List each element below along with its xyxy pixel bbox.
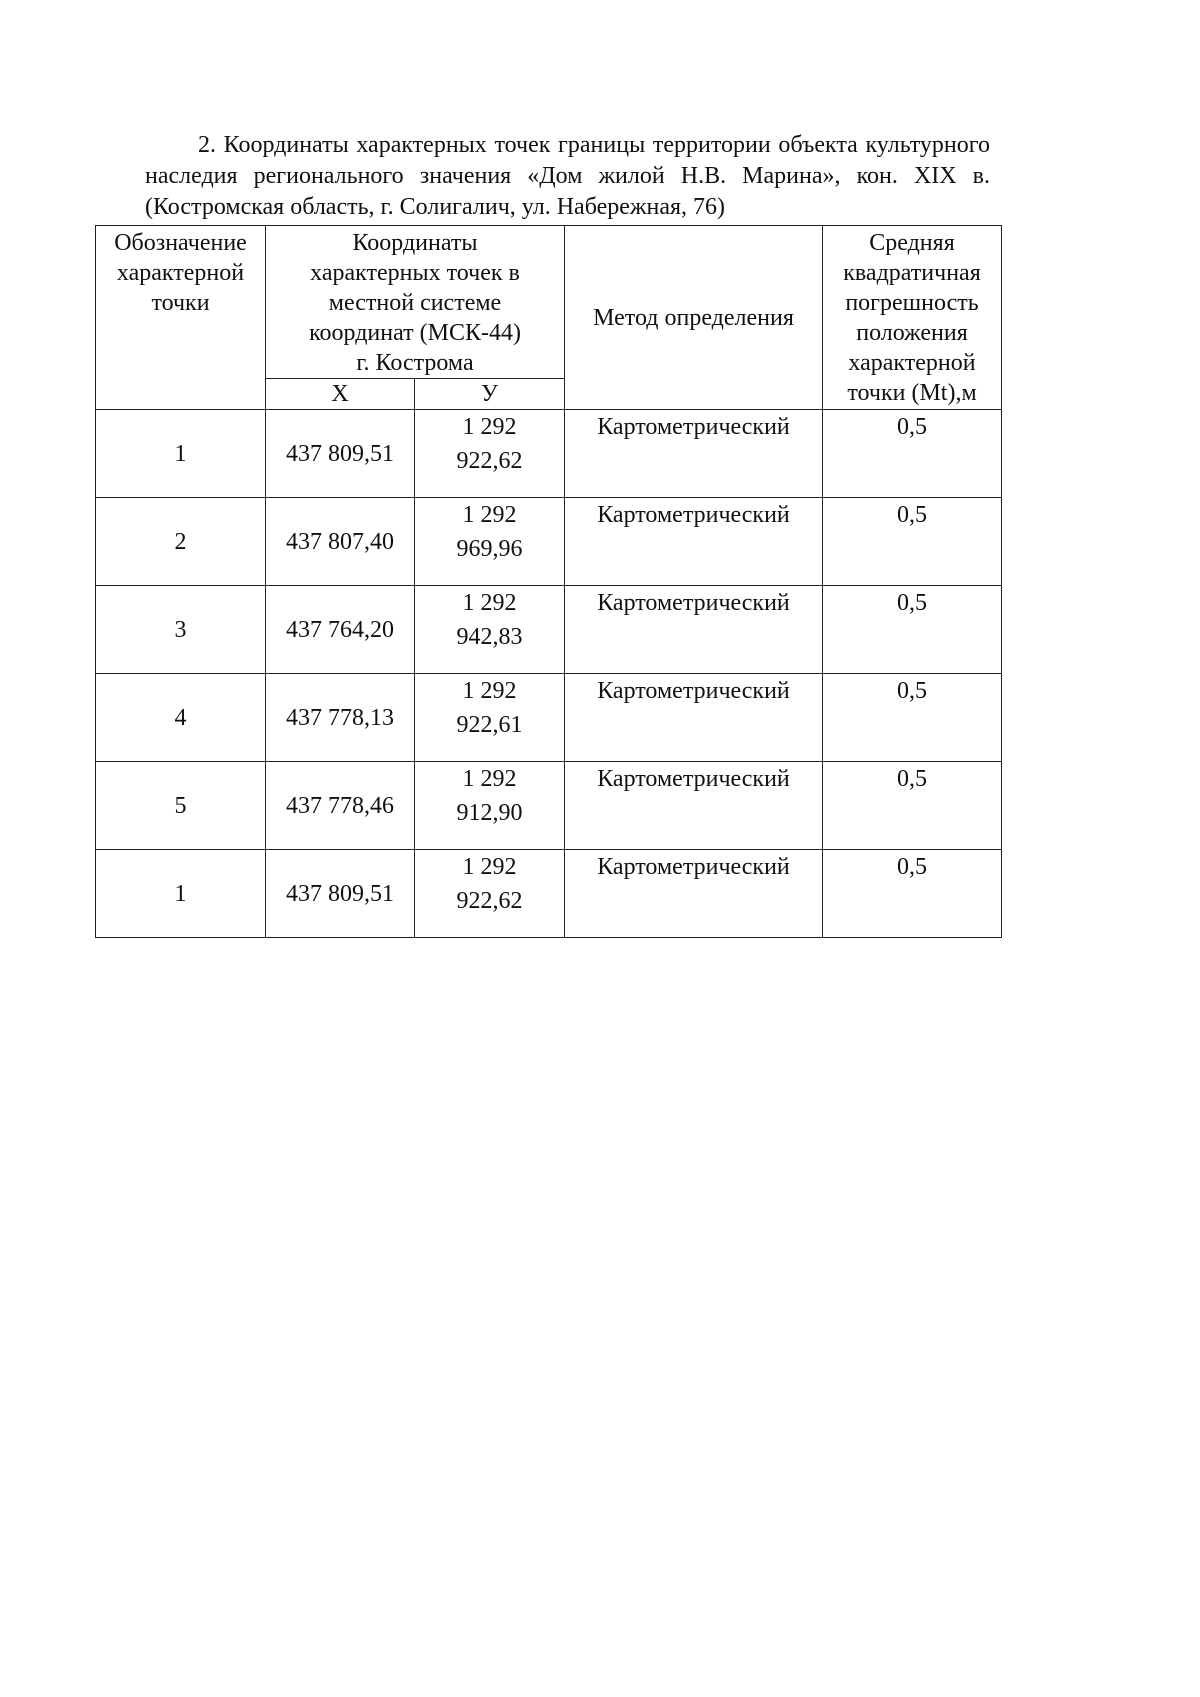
- coordinates-table: [95, 225, 1002, 938]
- cell-y-line: 1 292: [462, 590, 517, 616]
- cell-x: 437 764,20: [266, 586, 415, 674]
- cell-method: Картометрический: [565, 674, 823, 762]
- cell-y-line: 1 292: [462, 854, 517, 880]
- header-coordinates-text: [266, 226, 564, 378]
- cell-method: Картометрический: [565, 850, 823, 938]
- table-row: [96, 586, 1002, 674]
- cell-point: 3: [96, 586, 266, 674]
- cell-y-line: 922,62: [456, 448, 523, 474]
- header-mean-square-error-text: [823, 226, 1001, 408]
- header-line: координат (МСК-44): [309, 320, 521, 346]
- cell-y: [415, 850, 565, 938]
- cell-y-line: 969,96: [456, 536, 523, 562]
- cell-error: 0,5: [823, 674, 1002, 762]
- cell-error: 0,5: [823, 586, 1002, 674]
- cell-y-line: 1 292: [462, 414, 517, 440]
- cell-method: Картометрический: [565, 762, 823, 850]
- cell-error: 0,5: [823, 410, 1002, 498]
- cell-x: 437 778,13: [266, 674, 415, 762]
- header-point-designation-text: [96, 226, 265, 318]
- table-row: [96, 850, 1002, 938]
- cell-y: [415, 498, 565, 586]
- header-method: Метод определения: [565, 226, 823, 410]
- header-y: У: [415, 379, 565, 410]
- header-x: X: [266, 379, 415, 410]
- header-coordinates: [266, 226, 565, 379]
- cell-y: [415, 674, 565, 762]
- table-row: [96, 498, 1002, 586]
- header-line: характерной: [116, 260, 245, 286]
- header-mean-square-error: [823, 226, 1002, 410]
- header-line: Координаты: [352, 230, 478, 256]
- cell-y: [415, 586, 565, 674]
- cell-point: 1: [96, 850, 266, 938]
- cell-y: [415, 762, 565, 850]
- header-line: квадратичная: [843, 260, 981, 286]
- cell-point: 1: [96, 410, 266, 498]
- cell-error: 0,5: [823, 498, 1002, 586]
- cell-y-line: 912,90: [456, 800, 523, 826]
- header-line: местной системе: [328, 290, 502, 316]
- cell-y-line: 942,83: [456, 624, 523, 650]
- cell-point: 4: [96, 674, 266, 762]
- cell-point: 2: [96, 498, 266, 586]
- cell-x: 437 807,40: [266, 498, 415, 586]
- table-row: [96, 410, 1002, 498]
- header-point-designation: [96, 226, 266, 410]
- cell-x: 437 778,46: [266, 762, 415, 850]
- cell-method: Картометрический: [565, 498, 823, 586]
- header-line: характерной: [848, 350, 976, 376]
- cell-error: 0,5: [823, 762, 1002, 850]
- header-line: точки: [151, 290, 210, 316]
- cell-point: 5: [96, 762, 266, 850]
- cell-y: [415, 410, 565, 498]
- cell-x: 437 809,51: [266, 850, 415, 938]
- cell-y-line: 922,61: [456, 712, 523, 738]
- cell-error: 0,5: [823, 850, 1002, 938]
- cell-y-line: 1 292: [462, 766, 517, 792]
- header-line: Средняя: [869, 230, 955, 256]
- cell-y-line: 1 292: [462, 502, 517, 528]
- header-line: Обозначение: [114, 230, 247, 256]
- cell-y-line: 922,62: [456, 888, 523, 914]
- header-line: точки (Mt),м: [847, 380, 977, 406]
- table-row: [96, 762, 1002, 850]
- cell-method: Картометрический: [565, 410, 823, 498]
- header-line: погрешность: [845, 290, 979, 316]
- header-line: положения: [856, 320, 968, 346]
- table-row: [96, 674, 1002, 762]
- cell-x: 437 809,51: [266, 410, 415, 498]
- header-line: характерных точек в: [310, 260, 520, 286]
- cell-method: Картометрический: [565, 586, 823, 674]
- cell-y-line: 1 292: [462, 678, 517, 704]
- section-heading: 2. Координаты характерных точек границы территории объекта культурного наследия регионального значения «Дом жилой Н.В. Марина», кон. XIX в. (Костромская область, г. Солигалич, ул. Набережная, 76): [145, 132, 990, 220]
- header-line: г. Кострома: [356, 350, 474, 376]
